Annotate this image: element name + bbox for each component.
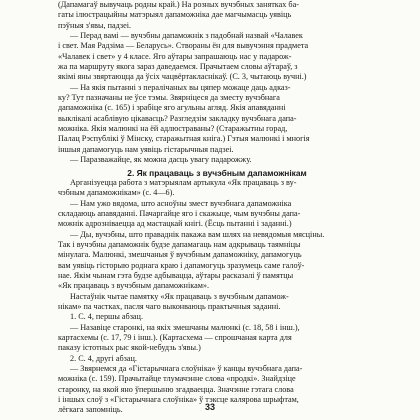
text-line: 1. С. 4, першы абзац. xyxy=(70,312,143,322)
text-line: жа па маршруту якога зараз даведаемся. Прачытаем словы аўтараў, з xyxy=(58,62,298,72)
text-line: іншыя дапамогуць нам уявіць гістарычныя падзеі. xyxy=(58,144,234,154)
text-line: і іншых слоў з «Гістарычнага слоўніка» ў тэксце калярова шрыфтам, xyxy=(58,395,299,405)
text-line: — Звярнемся да «Гістарычнага слоўніка» ў канцы вучэбнага дапа- xyxy=(70,364,303,374)
text-line: — Назавіце старонкі, на якіх змешчаны малюнкі (с. 18, 58 і інш.), xyxy=(70,322,300,332)
text-line: 2. С. 4, другі абзац. xyxy=(70,353,137,363)
text-line: паказу істотных рыс якой-небудзь з'явы.) xyxy=(58,343,201,353)
text-line: старонку, на якой яно ўпершыню згадваецца. Значэнне гэтага слова xyxy=(58,384,294,394)
text-line: чэбным дапаможнікам» (с. 4—6). xyxy=(58,188,175,198)
text-line: можнік адрозніваецца ад мастацкай кнігі. (Ёсць пытанні і заданні.) xyxy=(58,219,292,229)
text-line: — Нам ужо вядома, што асноўны змест вучэбнага дапаможніка xyxy=(70,198,292,208)
text-line: пэўныя з'явы, падзеі. xyxy=(58,20,132,30)
text-line: картасхемы (с. 17, 79 і інш.). (Картасхема — спрошчаная карта для xyxy=(58,333,292,342)
page-text-column xyxy=(58,0,376,416)
page-number: 33 xyxy=(204,402,215,412)
text-line: Палац Рэспублікі ў Мінску, старажытная кніга.) Гэтыя малюнкі і многія xyxy=(58,134,310,144)
text-line: якімі яны звяртаюцца да ўсіх чацвёртакласнікаў. (С. 3, чытаюць вучні.) xyxy=(58,72,307,82)
text-line: (Дапамагаў вывучаць родны край.) На розных вучэбных занятках ба- xyxy=(58,0,299,9)
text-line: дапаможніка (с. 165) і зрабіце яго агульны агляд. Якія апавяданні xyxy=(58,103,286,113)
text-line: можніка. Якія малюнкі на ёй адлюстраваны? (Старажытны горад, xyxy=(58,124,288,134)
text-line: — Ды, вучэбны, што праваднік пакажа вам шлях на невядомыя мясціны. xyxy=(70,229,325,239)
text-line: складаюць апавяданні. Пачаргайце яго і скажыце, чым вучэбны дапа- xyxy=(58,208,301,218)
text-line: Настаўнік чытае памятку «Як працаваць з вучэбным дапамож- xyxy=(70,291,289,301)
text-line: ку? Тут пазначаны не ўсе тэмы. Звярніцеся да зместу вучэбнага xyxy=(58,93,280,103)
text-line: можніка (с. 159). Прачытайце тлумачэнне слова «продкі». Знайдзіце xyxy=(58,374,296,384)
text-line: выклікалі асаблівую цікавасць? Разгледзім закладку вучэбнага дапа- xyxy=(58,113,297,123)
text-line: гаты ілюстрацыйны матэрыял дапаможніка дае магчымасць уявіць xyxy=(58,10,292,20)
text-line: і свет. Мая Радзіма — Беларусь». Створаны ён для вывучэння прадмета xyxy=(58,41,309,51)
text-line: «Як працаваць з вучэбным дапаможнікам». xyxy=(58,281,210,291)
text-line: Так і вучэбны дапаможнік будзе дапамагаць нам адкрываць таямніцы xyxy=(58,239,301,249)
text-line: — На якія пытанні з пералічаных вы цяпер можаце даць адказ- xyxy=(70,82,291,92)
text-line: лёгкага запомніць. xyxy=(58,405,123,415)
text-line: мінулага. Малюнкі, змешчаныя ў вучэбным дапаможніку, дапамогуць xyxy=(58,250,302,260)
text-line: «Чалавек і свет» у 4 класе. Яго аўтары запрашаюць нас у падарож- xyxy=(58,51,292,61)
text-line: нікам» па частках, пасля чаго выконваюць практычныя заданні. xyxy=(58,301,281,311)
text-line: Арганізуецца работа з матэрыялам артыкула «Як працаваць з ву- xyxy=(70,177,297,187)
text-line: — Паразважайце, як можна дасць увагу падарожжу. xyxy=(70,155,252,165)
text-line: вам уявіць гісторыю роднага краю і дапамогуць зразумець саме галоў- xyxy=(58,260,305,270)
text-line: нае. Якім чынам гэта будзе адбывацца, аўтары расказалі ў памятцы xyxy=(58,270,294,280)
section-heading: 2. Як працаваць з вучэбным дапаможнікам xyxy=(127,167,307,178)
text-line: — Перад вамі — вучэбны дапаможнік з падобнай назвай «Чалавек xyxy=(70,31,303,41)
